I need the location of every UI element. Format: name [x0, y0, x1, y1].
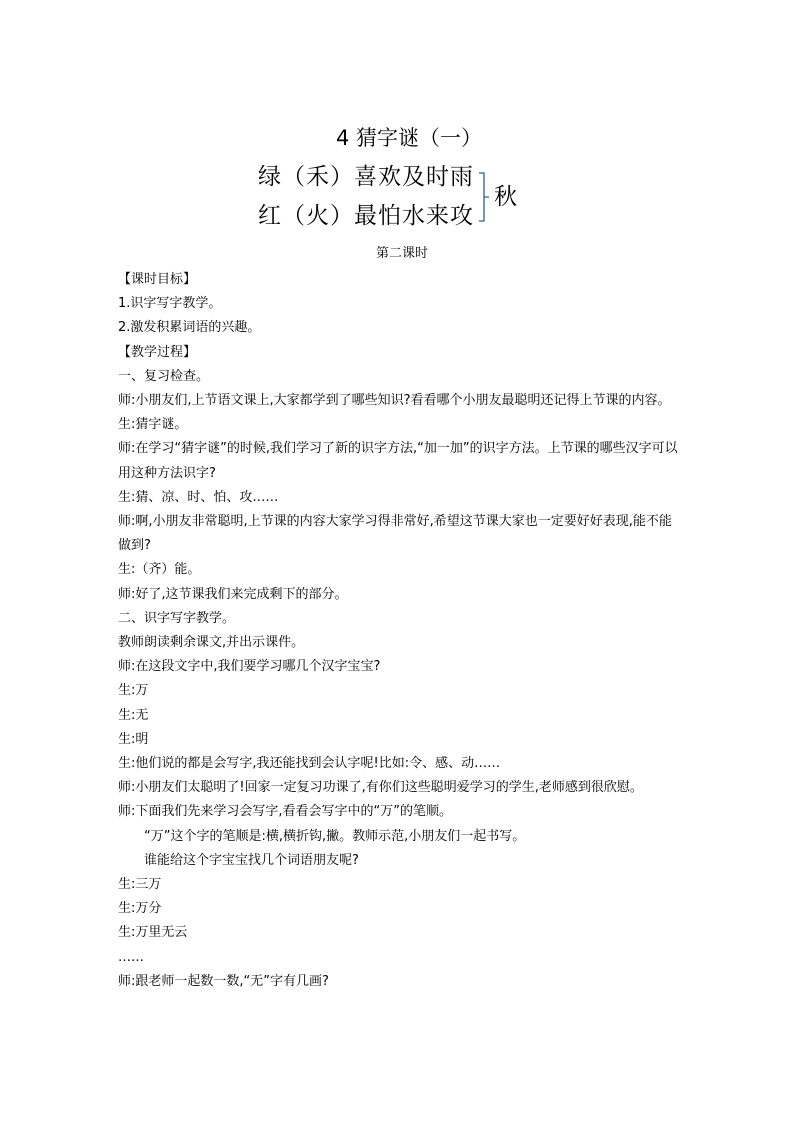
dialogue-line: 师:在这段文字中,我们要学习哪几个汉字宝宝?	[118, 659, 381, 675]
dialogue-line: 生:万	[118, 683, 149, 699]
lesson-title: 4 猜字谜（一）	[335, 126, 483, 150]
ellipsis-line: ……	[118, 949, 144, 965]
dialogue-line: 生:猜、凉、时、怕、攻……	[118, 489, 279, 505]
section-heading-goals: 【课时目标】	[118, 272, 197, 287]
dialogue-line: 生:明	[118, 731, 149, 747]
section-heading-process: 【教学过程】	[118, 344, 197, 360]
dialogue-line: 师:跟老师一起数一数,“无”字有几画?	[118, 973, 329, 989]
riddle-line-1: 绿（禾）喜欢及时雨	[258, 164, 474, 190]
dialogue-line: 生:无	[118, 707, 149, 723]
lesson-body	[118, 268, 683, 994]
dialogue-line: 师:啊,小朋友非常聪明,上节课的内容大家学习得非常好,希望这节课大家也一定要好好表现,能不能做到?	[118, 514, 672, 554]
dialogue-line: 生:他们说的都是会写字,我还能找到会认字呢!比如:令、感、动……	[118, 756, 501, 772]
dialogue-line: 生:万里无云	[118, 925, 188, 941]
dialogue-line: 生:猜字谜。	[118, 417, 188, 433]
dialogue-line: 师:小朋友们太聪明了!回家一定复习功课了,有你们这些聪明爱学习的学生,老师感到很欣慰。	[118, 780, 643, 796]
dialogue-line: 生:三万	[118, 877, 162, 893]
dialogue-line: 谁能给这个字宝宝找几个词语朋友呢?	[144, 852, 359, 868]
step-heading: 二、识字写字教学。	[118, 610, 236, 626]
dialogue-line: 师:好了,这节课我们来完成剩下的部分。	[118, 586, 348, 602]
riddle-bracket-icon	[478, 172, 490, 222]
dialogue-line: 生:（齐）能。	[118, 562, 201, 578]
riddle-answer: 秋	[494, 184, 517, 210]
dialogue-line: 师:小朋友们,上节语文课上,大家都学到了哪些知识?看看哪个小朋友最聪明还记得上节课的内容。	[118, 393, 671, 409]
dialogue-line: 生:万分	[118, 901, 162, 917]
dialogue-line: 师:在学习“猜字谜”的时候,我们学习了新的识字方法,“加一加”的识字方法。上节课的哪些汉字可以用这种方法识字?	[118, 441, 678, 481]
dialogue-line: “万”这个字的笔顺是:横,横折钩,撇。教师示范,小朋友们一起书写。	[144, 828, 526, 844]
lesson-subtitle: 第二课时	[375, 246, 428, 261]
dialogue-line: 教师朗读剩余课文,并出示课件。	[118, 635, 305, 651]
riddle-line-2: 红（火）最怕水来攻	[258, 203, 474, 229]
goal-item: 1.识字写字教学。	[118, 296, 222, 312]
dialogue-line: 师:下面我们先来学习会写字,看看会写字中的“万”的笔顺。	[118, 804, 452, 820]
step-heading: 一、复习检查。	[118, 368, 210, 384]
goal-item: 2.激发积累词语的兴趣。	[118, 320, 261, 336]
